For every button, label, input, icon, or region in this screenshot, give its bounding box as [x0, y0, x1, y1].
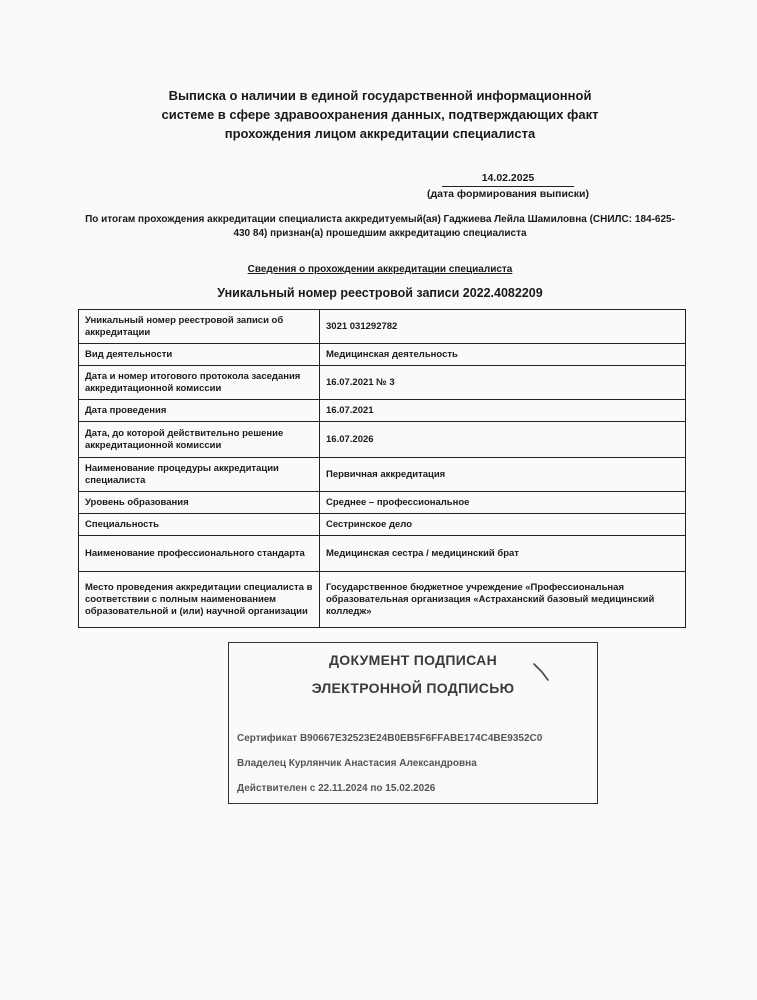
stamp-validity: Действителен с 22.11.2024 по 15.02.2026 — [237, 783, 436, 794]
table-row — [79, 400, 686, 422]
title-line: прохождения лицом аккредитации специалиста — [224, 126, 536, 141]
row-key: Дата, до которой действительно решение аккредитационной комиссии — [79, 422, 320, 458]
row-key: Дата проведения — [79, 400, 320, 422]
row-value: Медицинская деятельность — [320, 344, 686, 366]
row-value: 16.07.2021 № 3 — [320, 366, 686, 400]
table-row — [79, 344, 686, 366]
issue-date-block — [418, 172, 598, 201]
table-row — [79, 492, 686, 514]
row-value: Государственное бюджетное учреждение «Профессиональная образовательная организация «Астраханский базовый медицинский колледж» — [320, 572, 686, 628]
stamp-heading-line1: ДОКУМЕНТ ПОДПИСАН — [329, 652, 497, 668]
registry-title: Уникальный номер реестровой записи 2022.4082209 — [217, 286, 543, 300]
row-value: 16.07.2021 — [320, 400, 686, 422]
title-line: системе в сфере здравоохранения данных, подтверждающих факт — [161, 107, 599, 122]
row-value: Первичная аккредитация — [320, 458, 686, 492]
stamp-owner: Владелец Курлянчик Анастасия Александровна — [237, 758, 477, 769]
row-value: Среднее – профессиональное — [320, 492, 686, 514]
table-row — [79, 366, 686, 400]
row-key: Наименование процедуры аккредитации специалиста — [79, 458, 320, 492]
row-key: Уровень образования — [79, 492, 320, 514]
row-value: Медицинская сестра / медицинский брат — [320, 536, 686, 572]
row-key: Наименование профессионального стандарта — [79, 536, 320, 572]
row-value: 3021 031292782 — [320, 310, 686, 344]
intro-paragraph — [80, 213, 680, 241]
row-key: Место проведения аккредитации специалиста в соответствии с полным наименованием образовательной и (или) научной организации — [79, 572, 320, 628]
table-row — [79, 310, 686, 344]
table-row — [79, 536, 686, 572]
title-line: Выписка о наличии в единой государственной информационной — [168, 88, 592, 103]
stamp-certificate: Сертификат B90667E32523E24B0EB5F6FFABE174C4BE9352C0 — [237, 733, 543, 744]
accreditation-table — [78, 309, 686, 628]
table-row — [79, 458, 686, 492]
table-row — [79, 422, 686, 458]
intro-line: 430 84) признан(а) прошедшим аккредитацию специалиста — [233, 228, 527, 239]
row-value: Сестринское дело — [320, 514, 686, 536]
section-heading: Сведения о прохождении аккредитации специалиста — [247, 264, 513, 275]
table-row — [79, 572, 686, 628]
document-title — [150, 86, 610, 143]
pen-mark-icon — [530, 660, 560, 686]
table-row — [79, 514, 686, 536]
row-value: 16.07.2026 — [320, 422, 686, 458]
row-key: Дата и номер итогового протокола заседания аккредитационной комиссии — [79, 366, 320, 400]
row-key: Специальность — [79, 514, 320, 536]
row-key: Уникальный номер реестровой записи об аккредитации — [79, 310, 320, 344]
stamp-heading-line2: ЭЛЕКТРОННОЙ ПОДПИСЬЮ — [311, 680, 515, 696]
intro-line: По итогам прохождения аккредитации специалиста аккредитуемый(ая) Гаджиева Лейла Шамиловна (СНИЛС: 184-625- — [85, 214, 675, 225]
issue-date: 14.02.2025 — [442, 172, 575, 187]
issue-date-caption: (дата формирования выписки) — [427, 188, 589, 200]
row-key: Вид деятельности — [79, 344, 320, 366]
